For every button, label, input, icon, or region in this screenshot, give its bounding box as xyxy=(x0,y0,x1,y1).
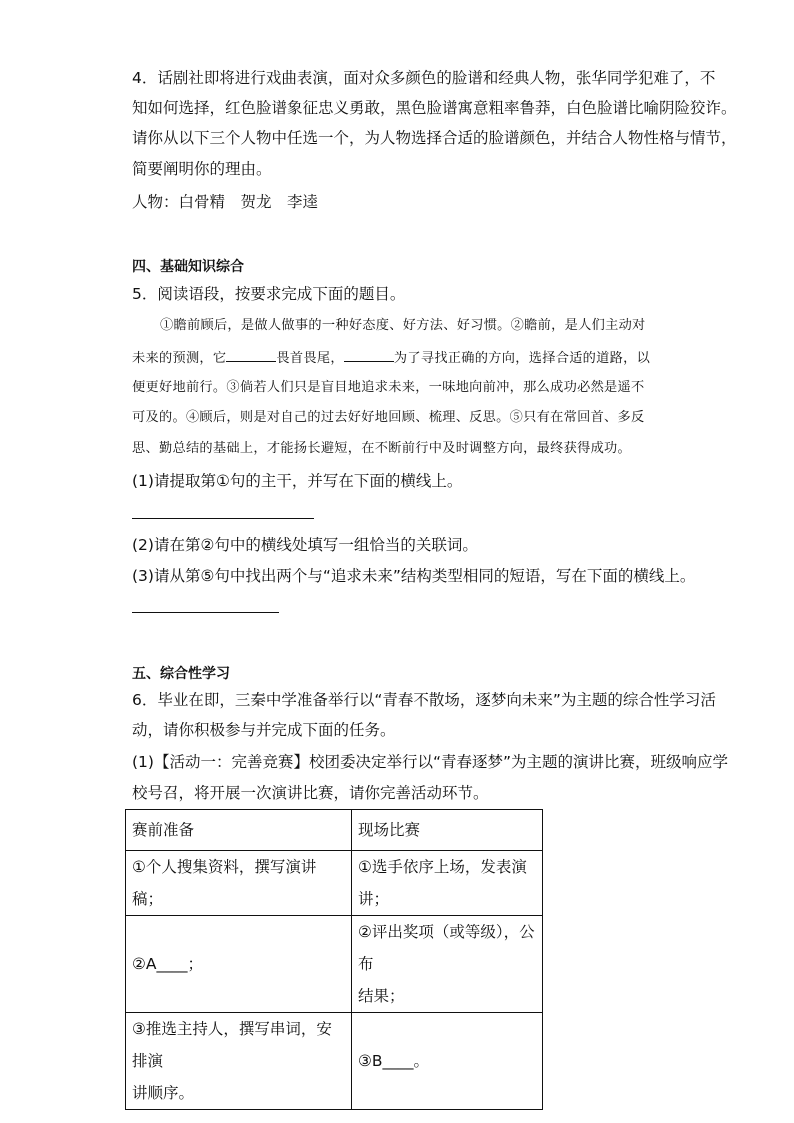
section-4-heading: 四、基础知识综合 xyxy=(132,259,244,275)
q4-line-1: 4．话剧社即将进行戏曲表演，面对众多颜色的脸谱和经典人物，张华同学犯难了，不 xyxy=(132,69,716,87)
table-cell: ③推选主持人，撰写串词，安排演 讲顺序。 xyxy=(126,1013,352,1110)
passage-line-2-part-a: 未来的预测，它 xyxy=(132,351,227,366)
table-header-row xyxy=(126,810,543,851)
answer-line-3[interactable] xyxy=(132,612,279,613)
table-cell: ②评出奖项（或等级），公布 结果； xyxy=(352,916,543,1013)
q6-line-3: (1)【活动一：完善竞赛】校团委决定举行以“青春逐梦”为主题的演讲比赛，班级响应学 xyxy=(132,753,729,771)
passage-line-2-part-c: 为了寻找正确的方向，选择合适的道路，以 xyxy=(393,351,651,366)
q5-intro: 5．阅读语段，按要求完成下面的题目。 xyxy=(132,285,406,303)
table-cell: ①个人搜集资料，撰写演讲稿； xyxy=(126,851,352,916)
q6-line-2: 动，请你积极参与并完成下面的任务。 xyxy=(132,721,396,739)
answer-line-1[interactable] xyxy=(132,518,314,519)
table-row xyxy=(126,1013,543,1110)
q4-line-4: 简要阐明你的理由。 xyxy=(132,160,272,178)
q5-sub-1: (1)请提取第①句的主干，并写在下面的横线上。 xyxy=(132,472,463,490)
q5-sub-3: (3)请从第⑤句中找出两个与“追求未来”结构类型相同的短语，写在下面的横线上。 xyxy=(132,567,696,585)
passage-line-1: ①瞻前顾后，是做人做事的一种好态度、好方法、好习惯。②瞻前，是人们主动对 xyxy=(160,318,646,333)
conjunction-blank-1[interactable] xyxy=(226,347,276,362)
q4-line-2: 知如何选择，红色脸谱象征忠义勇敢，黑色脸谱寓意粗率鲁莽，白色脸谱比喻阴险狡诈。 xyxy=(132,99,737,117)
passage-line-5: 思、勤总结的基础上，才能扬长避短，在不断前行中及时调整方向，最终获得成功。 xyxy=(132,441,632,456)
passage-line-2-part-b: 畏首畏尾， xyxy=(276,351,344,366)
table-header-live: 现场比赛 xyxy=(352,810,543,851)
table-header-prep: 赛前准备 xyxy=(126,810,352,851)
passage-line-4: 可及的。④顾后，则是对自己的过去好好地回顾、梳理、反思。⑤只有在常回首、多反 xyxy=(132,410,645,425)
section-5-heading: 五、综合性学习 xyxy=(132,666,230,682)
q6-line-4: 校号召，将开展一次演讲比赛，请你完善活动环节。 xyxy=(132,784,489,802)
q4-line-3: 请你从以下三个人物中任选一个，为人物选择合适的脸谱颜色，并结合人物性格与情节， xyxy=(132,129,737,147)
table-row xyxy=(126,851,543,916)
activity-table xyxy=(125,809,543,1110)
conjunction-blank-2[interactable] xyxy=(344,347,394,362)
table-row xyxy=(126,916,543,1013)
q5-sub-2: (2)请在第②句中的横线处填写一组恰当的关联词。 xyxy=(132,536,478,554)
table-cell-blank-b[interactable]: ③B____。 xyxy=(352,1013,543,1110)
passage-line-2 xyxy=(132,347,650,369)
q4-characters: 人物：白骨精 贺龙 李逵 xyxy=(132,193,319,211)
table-cell: ①选手依序上场，发表演讲； xyxy=(352,851,543,916)
table-cell-blank-a[interactable]: ②A____； xyxy=(126,916,352,1013)
passage-line-3: 便更好地前行。③倘若人们只是盲目地追求未来，一味地向前冲，那么成功必然是遥不 xyxy=(132,380,645,395)
q6-line-1: 6．毕业在即，三秦中学准备举行以“青春不散场，逐梦向未来”为主题的综合性学习活 xyxy=(132,691,716,709)
